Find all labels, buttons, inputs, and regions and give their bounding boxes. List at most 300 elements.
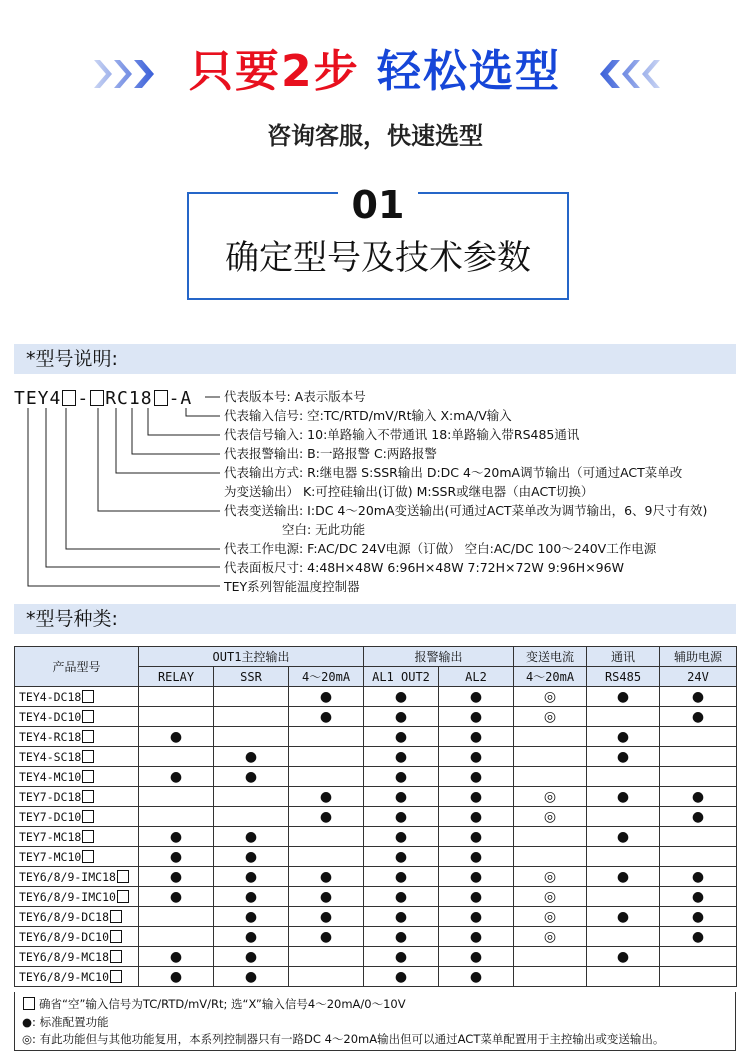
model-name: TEY6/8/9-MC18 (19, 949, 110, 964)
standard-dot-icon: ● (394, 948, 408, 965)
table-row (15, 967, 737, 987)
standard-dot-icon: ● (244, 868, 258, 885)
shared-circle-icon: ◎ (543, 688, 557, 705)
feature-cell (587, 867, 660, 887)
standard-dot-icon: ● (244, 828, 258, 845)
standard-dot-icon: ● (616, 948, 630, 965)
header-cell: 变送电流 (514, 647, 587, 667)
hero-subtitle: 咨询客服，快速选型 (267, 122, 483, 150)
shared-circle-icon: ◎ (543, 868, 557, 885)
table-row (15, 847, 737, 867)
code-part: TEY4 (14, 388, 62, 409)
feature-cell (364, 747, 439, 767)
standard-dot-icon: ● (691, 908, 705, 925)
model-name: TEY7-MC10 (19, 849, 82, 864)
standard-dot-icon: ● (394, 768, 408, 785)
placeholder-box-icon (82, 710, 94, 723)
note-line: ◎: 有此功能但与其他功能复用，本系列控制器只有一路DC 4～20mA输出但可以通过ACT菜单配置用于主控输出或变送输出。 (22, 1032, 665, 1046)
placeholder-box-icon (82, 690, 94, 703)
standard-dot-icon: ● (469, 688, 483, 705)
standard-dot-icon: ● (169, 888, 183, 905)
feature-cell (587, 767, 660, 787)
feature-cell (214, 747, 289, 767)
feature-cell (514, 747, 587, 767)
feature-cell (439, 707, 514, 727)
description-line: 代表面板尺寸: 4:48H×48W 6:96H×48W 7:72H×72W 9:96H×96W (224, 560, 624, 575)
standard-dot-icon: ● (691, 788, 705, 805)
feature-cell (514, 827, 587, 847)
standard-dot-icon: ● (394, 788, 408, 805)
description-line: 代表输入信号: 空:TC/RTD/mV/Rt输入 X:mA/V输入 (224, 408, 512, 423)
feature-cell (364, 787, 439, 807)
header-cell: 辅助电源 (660, 647, 737, 667)
feature-cell (514, 867, 587, 887)
standard-dot-icon: ● (394, 808, 408, 825)
feature-cell (514, 687, 587, 707)
standard-dot-icon: ● (394, 748, 408, 765)
header-cell: AL2 (439, 667, 514, 687)
placeholder-box-icon (82, 750, 94, 763)
header-cell: AL1 OUT2 (364, 667, 439, 687)
section-bar (14, 604, 736, 634)
feature-cell (660, 707, 737, 727)
feature-cell (439, 927, 514, 947)
hero-title-part: 只要 (189, 46, 282, 97)
feature-cell (289, 867, 364, 887)
feature-cell (139, 767, 214, 787)
feature-cell (289, 767, 364, 787)
feature-cell (214, 827, 289, 847)
standard-dot-icon: ● (469, 828, 483, 845)
table-row (15, 727, 737, 747)
feature-cell (364, 847, 439, 867)
table-row (15, 767, 737, 787)
step-title: 确定型号及技术参数 (225, 238, 531, 278)
feature-cell (214, 847, 289, 867)
standard-dot-icon: ● (319, 788, 333, 805)
standard-dot-icon: ● (469, 928, 483, 945)
placeholder-box-icon (110, 910, 122, 923)
header-cell: 产品型号 (15, 647, 139, 687)
feature-cell (439, 847, 514, 867)
model-name-cell (15, 807, 139, 827)
feature-cell (139, 967, 214, 987)
table-row (15, 707, 737, 727)
model-name-cell (15, 947, 139, 967)
standard-dot-icon: ● (169, 848, 183, 865)
shared-circle-icon: ◎ (543, 808, 557, 825)
placeholder-box-icon (82, 770, 94, 783)
note-line (22, 996, 406, 1012)
standard-dot-icon: ● (394, 888, 408, 905)
standard-dot-icon: ● (469, 788, 483, 805)
feature-cell (439, 887, 514, 907)
description-line: 空白: 无此功能 (282, 522, 366, 537)
placeholder-box-icon (110, 950, 122, 963)
section-title: *型号种类: (26, 608, 118, 630)
placeholder-box-icon (82, 850, 94, 863)
feature-cell (660, 827, 737, 847)
description-line: 代表变送输出: I:DC 4～20mA变送输出(可通过ACT菜单改为调节输出，6、9尺寸有效) (224, 503, 708, 518)
standard-dot-icon: ● (469, 908, 483, 925)
description-line: 代表工作电源: F:AC/DC 24V电源（订做） 空白:AC/DC 100～240V工作电源 (224, 541, 657, 556)
standard-dot-icon: ● (691, 888, 705, 905)
standard-dot-icon: ● (691, 808, 705, 825)
shared-circle-icon: ◎ (543, 928, 557, 945)
model-name-cell (15, 867, 139, 887)
feature-cell (214, 727, 289, 747)
standard-dot-icon: ● (469, 848, 483, 865)
header-cell: 报警输出 (364, 647, 514, 667)
standard-dot-icon: ● (469, 728, 483, 745)
feature-cell (289, 687, 364, 707)
table-body (15, 687, 737, 987)
feature-cell (660, 907, 737, 927)
feature-cell (289, 727, 364, 747)
model-name: TEY6/8/9-DC10 (19, 929, 110, 944)
header-cell: SSR (214, 667, 289, 687)
model-name-cell (15, 887, 139, 907)
feature-cell (289, 927, 364, 947)
standard-dot-icon: ● (244, 948, 258, 965)
feature-cell (587, 687, 660, 707)
standard-dot-icon: ● (691, 928, 705, 945)
shared-circle-icon: ◎ (543, 788, 557, 805)
model-name-cell (15, 827, 139, 847)
feature-cell (364, 907, 439, 927)
feature-cell (364, 707, 439, 727)
standard-dot-icon: ● (319, 928, 333, 945)
feature-cell (139, 827, 214, 847)
table-row (15, 927, 737, 947)
note-text: 确省“空”输入信号为TC/RTD/mV/Rt; 选“X”输入信号4～20mA/0～10V (39, 997, 406, 1011)
table-row (15, 787, 737, 807)
feature-cell (214, 687, 289, 707)
model-name: TEY4-DC18 (19, 689, 82, 704)
feature-cell (139, 687, 214, 707)
model-name: TEY7-MC18 (19, 829, 82, 844)
feature-cell (214, 927, 289, 947)
model-name-cell (15, 767, 139, 787)
feature-cell (214, 907, 289, 927)
table-row (15, 687, 737, 707)
feature-cell (514, 727, 587, 747)
standard-dot-icon: ● (469, 808, 483, 825)
model-name: TEY7-DC18 (19, 789, 82, 804)
hero-title-part: 轻松选型 (376, 46, 561, 97)
feature-cell (439, 907, 514, 927)
feature-cell (587, 727, 660, 747)
feature-cell (289, 807, 364, 827)
standard-dot-icon: ● (616, 728, 630, 745)
feature-cell (660, 947, 737, 967)
feature-cell (660, 747, 737, 767)
header-cell: OUT1主控输出 (139, 647, 364, 667)
feature-cell (439, 747, 514, 767)
feature-cell (439, 767, 514, 787)
feature-cell (514, 847, 587, 867)
standard-dot-icon: ● (469, 888, 483, 905)
shared-circle-icon: ◎ (543, 908, 557, 925)
standard-dot-icon: ● (169, 768, 183, 785)
model-name-cell (15, 747, 139, 767)
model-name: TEY4-DC10 (19, 709, 82, 724)
placeholder-box-icon (82, 830, 94, 843)
feature-cell (289, 947, 364, 967)
standard-dot-icon: ● (691, 708, 705, 725)
standard-dot-icon: ● (244, 968, 258, 985)
feature-cell (660, 847, 737, 867)
model-name-cell (15, 727, 139, 747)
standard-dot-icon: ● (691, 868, 705, 885)
feature-cell (289, 847, 364, 867)
feature-cell (364, 807, 439, 827)
table-row (15, 827, 737, 847)
standard-dot-icon: ● (469, 948, 483, 965)
feature-cell (364, 827, 439, 847)
description-line: TEY系列智能温度控制器 (224, 579, 360, 594)
model-name-cell (15, 847, 139, 867)
model-name: TEY7-DC10 (19, 809, 82, 824)
feature-cell (364, 727, 439, 747)
feature-cell (139, 707, 214, 727)
feature-cell (587, 907, 660, 927)
feature-cell (660, 787, 737, 807)
feature-cell (364, 947, 439, 967)
feature-cell (587, 847, 660, 867)
placeholder-box-icon (82, 790, 94, 803)
standard-dot-icon: ● (319, 888, 333, 905)
feature-cell (214, 767, 289, 787)
standard-dot-icon: ● (244, 748, 258, 765)
model-name: TEY4-SC18 (19, 749, 82, 764)
header-cell: RS485 (587, 667, 660, 687)
feature-cell (139, 807, 214, 827)
feature-cell (139, 867, 214, 887)
standard-dot-icon: ● (169, 868, 183, 885)
description-line: 为变送输出） K:可控硅输出(订做) M:SSR或继电器（由ACT切换） (224, 484, 594, 499)
feature-cell (139, 787, 214, 807)
standard-dot-icon: ● (169, 728, 183, 745)
description-line: 代表信号输入: 10:单路输入不带通讯 18:单路输入带RS485通讯 (224, 427, 580, 442)
shared-circle-icon: ◎ (543, 708, 557, 725)
model-name: TEY6/8/9-DC18 (19, 909, 110, 924)
feature-cell (660, 687, 737, 707)
feature-cell (514, 767, 587, 787)
feature-cell (289, 787, 364, 807)
header-cell: 24V (660, 667, 737, 687)
feature-cell (214, 707, 289, 727)
feature-cell (587, 827, 660, 847)
feature-cell (214, 887, 289, 907)
feature-cell (660, 967, 737, 987)
feature-cell (439, 807, 514, 827)
feature-cell (587, 947, 660, 967)
standard-dot-icon: ● (169, 948, 183, 965)
feature-cell (364, 767, 439, 787)
standard-dot-icon: ● (244, 768, 258, 785)
feature-cell (439, 787, 514, 807)
placeholder-box-icon (117, 870, 129, 883)
feature-cell (439, 967, 514, 987)
feature-cell (139, 847, 214, 867)
standard-dot-icon: ● (394, 828, 408, 845)
header-cell: 通讯 (587, 647, 660, 667)
feature-cell (660, 807, 737, 827)
standard-dot-icon: ● (616, 908, 630, 925)
standard-dot-icon: ● (469, 768, 483, 785)
feature-cell (514, 907, 587, 927)
model-name-cell (15, 927, 139, 947)
feature-cell (514, 887, 587, 907)
section-title: *型号说明: (26, 348, 118, 370)
feature-cell (214, 947, 289, 967)
standard-dot-icon: ● (319, 868, 333, 885)
feature-cell (439, 687, 514, 707)
feature-cell (139, 947, 214, 967)
table-row (15, 747, 737, 767)
standard-dot-icon: ● (691, 688, 705, 705)
feature-cell (660, 887, 737, 907)
feature-cell (587, 707, 660, 727)
feature-cell (289, 907, 364, 927)
standard-dot-icon: ● (616, 828, 630, 845)
code-part: -A (168, 388, 193, 409)
model-name: TEY4-MC10 (19, 769, 82, 784)
feature-cell (139, 927, 214, 947)
standard-dot-icon: ● (394, 868, 408, 885)
standard-dot-icon: ● (616, 748, 630, 765)
standard-dot-icon: ● (394, 728, 408, 745)
feature-cell (587, 807, 660, 827)
shared-circle-icon: ◎ (543, 888, 557, 905)
feature-cell (514, 947, 587, 967)
step-number-text: 01 (338, 183, 419, 227)
feature-cell (289, 967, 364, 987)
standard-dot-icon: ● (319, 708, 333, 725)
table-row (15, 907, 737, 927)
placeholder-box-icon (117, 890, 129, 903)
standard-dot-icon: ● (616, 688, 630, 705)
standard-dot-icon: ● (169, 968, 183, 985)
standard-dot-icon: ● (469, 968, 483, 985)
feature-cell (139, 887, 214, 907)
feature-cell (587, 887, 660, 907)
placeholder-box-icon (82, 810, 94, 823)
table-row (15, 887, 737, 907)
feature-cell (364, 967, 439, 987)
standard-dot-icon: ● (319, 688, 333, 705)
description-line: 代表版本号: A表示版本号 (224, 389, 366, 404)
feature-cell (439, 947, 514, 967)
feature-cell (289, 887, 364, 907)
header-cell: 4～20mA (514, 667, 587, 687)
code-part: - (77, 388, 90, 409)
feature-cell (364, 927, 439, 947)
standard-dot-icon: ● (616, 788, 630, 805)
placeholder-box-icon (110, 930, 122, 943)
feature-cell (587, 747, 660, 767)
model-name-cell (15, 707, 139, 727)
feature-cell (514, 807, 587, 827)
standard-dot-icon: ● (394, 708, 408, 725)
standard-dot-icon: ● (394, 908, 408, 925)
standard-dot-icon: ● (244, 888, 258, 905)
note-line: ●: 标准配置功能 (22, 1015, 109, 1029)
code-part: RC18 (105, 388, 153, 409)
standard-dot-icon: ● (244, 908, 258, 925)
feature-cell (439, 827, 514, 847)
header-cell: RELAY (139, 667, 214, 687)
standard-dot-icon: ● (469, 748, 483, 765)
feature-cell (364, 687, 439, 707)
feature-cell (214, 787, 289, 807)
table-row (15, 947, 737, 967)
model-name-cell (15, 967, 139, 987)
feature-cell (439, 867, 514, 887)
feature-cell (364, 867, 439, 887)
feature-cell (139, 727, 214, 747)
feature-cell (514, 787, 587, 807)
standard-dot-icon: ● (469, 708, 483, 725)
standard-dot-icon: ● (394, 968, 408, 985)
standard-dot-icon: ● (394, 688, 408, 705)
feature-cell (514, 967, 587, 987)
feature-cell (587, 927, 660, 947)
table-row (15, 867, 737, 887)
model-name-cell (15, 787, 139, 807)
feature-cell (587, 967, 660, 987)
feature-cell (139, 747, 214, 767)
model-name-cell (15, 907, 139, 927)
feature-cell (364, 887, 439, 907)
standard-dot-icon: ● (319, 908, 333, 925)
feature-cell (660, 767, 737, 787)
description-line: 代表输出方式: R:继电器 S:SSR输出 D:DC 4～20mA调节输出（可通过ACT菜单改 (224, 465, 683, 480)
feature-cell (139, 907, 214, 927)
placeholder-box-icon (23, 997, 35, 1010)
model-table (14, 646, 737, 987)
feature-cell (514, 927, 587, 947)
feature-cell (289, 827, 364, 847)
model-name: TEY6/8/9-MC10 (19, 969, 110, 984)
standard-dot-icon: ● (394, 928, 408, 945)
table-row (15, 807, 737, 827)
standard-dot-icon: ● (244, 928, 258, 945)
placeholder-box-icon (82, 730, 94, 743)
feature-cell (214, 867, 289, 887)
feature-cell (660, 727, 737, 747)
feature-cell (587, 787, 660, 807)
standard-dot-icon: ● (394, 848, 408, 865)
feature-cell (514, 707, 587, 727)
feature-cell (660, 867, 737, 887)
hero-title-part: 2步 (281, 46, 360, 97)
feature-cell (289, 747, 364, 767)
header-cell: 4～20mA (289, 667, 364, 687)
standard-dot-icon: ● (616, 868, 630, 885)
placeholder-box-icon (110, 970, 122, 983)
feature-cell (214, 967, 289, 987)
standard-dot-icon: ● (244, 848, 258, 865)
feature-cell (289, 707, 364, 727)
feature-cell (439, 727, 514, 747)
model-name: TEY6/8/9-IMC10 (19, 889, 116, 904)
feature-cell (660, 927, 737, 947)
description-line: 代表报警输出: B:一路报警 C:两路报警 (224, 446, 437, 461)
standard-dot-icon: ● (469, 868, 483, 885)
model-name-cell (15, 687, 139, 707)
